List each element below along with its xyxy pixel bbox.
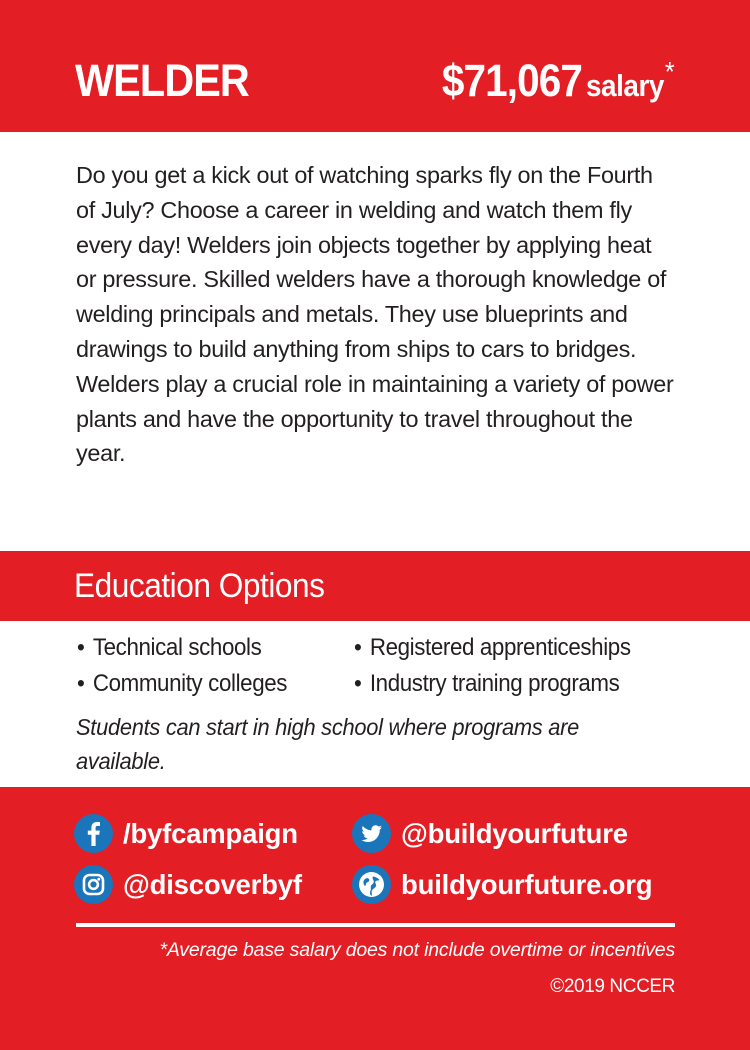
facebook-icon [74,814,113,853]
education-option-label: Industry training programs [369,670,620,697]
bullet: • [354,634,362,661]
bullet: • [77,670,85,697]
education-option-label: Registered apprenticeships [369,634,631,661]
bullet: • [77,634,85,661]
twitter-link[interactable] [352,814,628,853]
twitter-icon [352,814,391,853]
salary [442,55,675,106]
education-option-label: Community colleges [92,670,288,697]
salary-amount: $71,067 [442,55,583,106]
job-title: WELDER [75,55,249,106]
copyright: ©2019 NCCER [550,976,675,997]
education-heading-bar [0,551,750,621]
instagram-link[interactable] [74,865,302,904]
salary-asterisk: * [665,56,675,87]
education-option [354,669,619,699]
education-option [77,633,261,663]
facebook-link[interactable] [74,814,298,853]
instagram-handle: @discoverbyf [123,868,302,900]
education-option-label: Technical schools [92,634,262,661]
salary-label: salary [586,68,665,103]
education-option [354,633,631,663]
salary-disclaimer: *Average base salary does not include overtime or incentives [159,939,675,961]
header-bar [0,0,750,132]
education-note: Students can start in high school where programs are available. [76,714,580,774]
website-link[interactable] [352,865,652,904]
footer-divider [76,923,675,927]
website-url: buildyourfuture.org [401,868,653,900]
bullet: • [354,670,362,697]
facebook-handle: /byfcampaign [123,817,298,849]
footer-bar [0,787,750,1050]
instagram-icon [74,865,113,904]
education-option [77,669,287,699]
twitter-handle: @buildyourfuture [401,817,628,849]
education-heading: Education Options [74,567,325,605]
job-description: Do you get a kick out of watching sparks fly on the Fourth of July? Choose a career in welding and watch them fly every day! Welders join objects together by applying heat or pressure. Skilled welders have a thorough knowledge of welding principals and metals. They use blueprints and drawings to build anything from ships to cars to bridges. Welders play a crucial role in maintaining a variety of power plants and have the opportunity to travel throughout the year. [76,162,674,467]
globe-icon [352,865,391,904]
